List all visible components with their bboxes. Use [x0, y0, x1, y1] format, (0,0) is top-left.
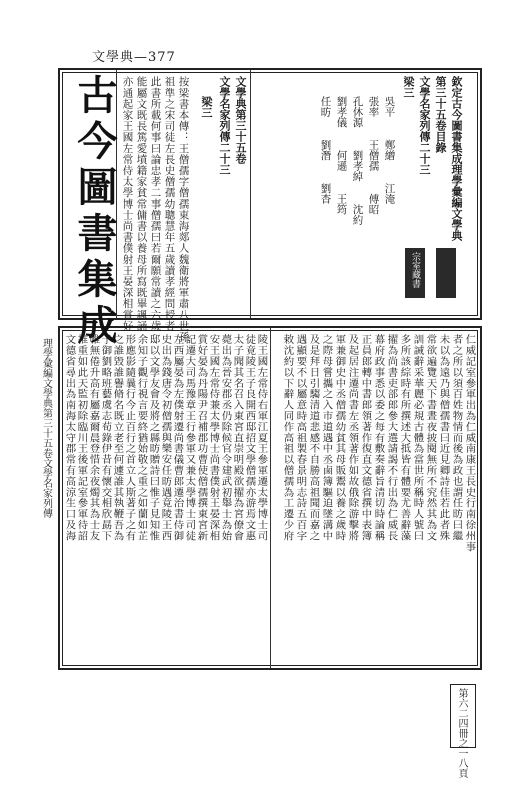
lower-left-line: 賞好晏為丹陽尹召補郡功曹使僧孺撰東宮新 — [195, 334, 208, 542]
seal-text: 宗室藏書 — [410, 252, 420, 288]
bio-line: 能屬文既長篤愛墳籍家貧常傭書以養母所寫既畢諷誦 — [135, 76, 148, 332]
lower-right-line: 敕沈約以下辭人同作高祖以僧孺為工遷少府 — [281, 334, 294, 542]
name-row-5 — [320, 96, 331, 332]
lower-right-line: 訓誡辭采華麗必規古體為當世所稱時人號曰 — [411, 334, 424, 542]
name: 任昉 — [319, 96, 332, 117]
name: 王僧孺 — [367, 139, 380, 171]
lower-right-line: 擢為尚書吏部郎參大選請謁不行出為仁威長 — [385, 334, 398, 542]
name: 劉孝儀 — [335, 96, 348, 128]
name: 劉孝綽 — [351, 150, 364, 182]
lower-left-line: 文德省尋出為南海太守郡常有高涼生口及海 — [63, 334, 76, 542]
lower-left-line: 薨出為晉安郡丞仍除候官令建武初舉士為始 — [219, 334, 232, 542]
name-row-1 — [384, 96, 395, 332]
name: 孔休源 — [351, 96, 364, 128]
bio-line: 按梁書本傳：王僧孺字僧孺東海郯人魏衛將軍肅八世孫 — [177, 76, 190, 343]
lower-left-line: 徒竟陵王子良開西邸招文學僧孺亦游焉文惠 — [243, 334, 256, 542]
mid-heading: 文學典第三十五卷 — [234, 76, 247, 164]
lower-left-line: 帷無倦升高有屬嘉爾晨登惜余夜燭其為士友 — [87, 334, 100, 542]
lower-left-line: 余知子觀行視言要終猶始敬之重之如蘭如芷 — [135, 334, 148, 542]
bio-line: 祖準之宋司徒左長史僧孺幼聰慧年五歲讀孝經問授者 — [163, 76, 176, 332]
bio-line: 亦通起家王國左常侍太學博士尚書僕射王晏深相賞好 — [121, 76, 134, 332]
lower-left-line: 陵王國左常侍右軍江夏王參軍遷太學博士司 — [255, 334, 268, 542]
name: 張率 — [367, 96, 380, 117]
lower-divider — [270, 328, 271, 668]
volume-label: 第三十五卷目錄 — [434, 76, 447, 153]
lower-left-line: 安王國左常侍兼太學博士尚書僕射王晏深相 — [207, 334, 220, 542]
name: 沈約 — [351, 204, 364, 225]
frame-divider-mid — [250, 70, 251, 318]
name: 傅昭 — [367, 193, 380, 215]
lower-left-line: 之誰毀誰譽脩名既立老至何遽誰其執鞭吾為 — [111, 334, 124, 542]
lower-right-line: 者之所以須百姓物情而後為政也謂任昉曰繼 — [450, 334, 463, 542]
lower-right-line: 仁威記室參軍出為仁威南康王長史行南徐州事 — [463, 334, 476, 552]
margin-label: 理學彙編文學典第三十五卷文學名家列傳 — [40, 338, 52, 518]
lower-left-line: 推重如此天監初除臨川王後軍記室參軍待詔 — [75, 334, 88, 542]
name: 劉潛 — [319, 139, 332, 161]
era-label: 梁三 — [402, 76, 415, 98]
lower-left-line: 太子聞其名召入東宮直崇明殿欲擢為宮僚會 — [231, 334, 244, 542]
mid-subheading: 文學名家列傳二十三 — [218, 76, 231, 175]
lower-left-line: 史出為錢唐令初僧孺與樂安任昉遇竟陵王西 — [159, 334, 172, 542]
lower-right-line: 多所該綜時有所撰述大抵皆有體要尤善辭藻 — [398, 334, 411, 542]
section-label: 文學名家列傳二十三 — [418, 76, 431, 175]
book-title: 欽定古今圖書集成理學彙編文學典 — [450, 76, 463, 241]
name: 何遜 — [335, 150, 348, 171]
lower-right-line: 及起居注遷尚書左丞領著作如故俄除游擊將 — [346, 334, 359, 542]
page-header: 文學典—377 — [92, 50, 176, 65]
name-row-2 — [368, 96, 379, 332]
lower-right-line: 正員郎轉中書郎領著作復直文德省撰中表簿 — [359, 334, 372, 542]
lower-right-line: 幕府政事悉以委之每有敷奏辭旨清切時論稱 — [372, 334, 385, 542]
bio-line: 此書所載何事曰論忠孝二事僧孺曰若爾願常讀之六歲 — [149, 76, 162, 332]
lower-right-line: 之際母嘗攜之入市道遇中丞鹵簿驅迫墜溝中 — [320, 334, 333, 542]
seal-block-2 — [436, 248, 456, 298]
collection-title: 古今圖書集成 — [71, 74, 118, 350]
mid-era: 梁三 — [200, 96, 213, 118]
lower-left-line: 形應影隨曩行今止百行之首立人斯著子之有 — [123, 334, 136, 542]
lower-right-line: 遇顯要不以屬意時高祖製春景明志詩五百字 — [294, 334, 307, 542]
name: 劉杳 — [319, 183, 332, 204]
lower-left-line: 左西屬晏為左僕射遷尚書儀曹郎遷治書侍御 — [171, 334, 184, 542]
name: 吳平 — [383, 96, 396, 117]
lower-right-line: 常欲遍覽天下書晝夜披閱無所不究然其為文 — [424, 334, 437, 542]
name: 王筠 — [335, 193, 348, 215]
name-row-4 — [336, 96, 347, 332]
name: 鄭繒 — [383, 139, 396, 161]
lower-right-line: 及是拜日引騶清道悲感不自勝高祖聞而嘉之 — [307, 334, 320, 542]
footer-label: 第六二四冊之一八頁 — [456, 688, 467, 778]
lower-left-line: 邸以文學友會及將之縣昉贈詩曰惟子見知惟 — [147, 334, 160, 542]
lower-right-line: 軍兼御史中丞僧孺幼貧其母販鬻以養之歲時 — [333, 334, 346, 542]
name-row-3 — [352, 96, 363, 332]
lower-right-line: 未以為遠乃與僧孺書曰近見卿詩佳若此者殊 — [437, 334, 450, 542]
lower-left-line: 子御劉略班藝虞志荀錄伊昔有懷交相欣勗下 — [99, 334, 112, 542]
name: 江淹 — [383, 183, 396, 204]
lower-left-line: 記遷大司馬豫章王行參軍又兼太學博士司徒 — [183, 334, 196, 542]
